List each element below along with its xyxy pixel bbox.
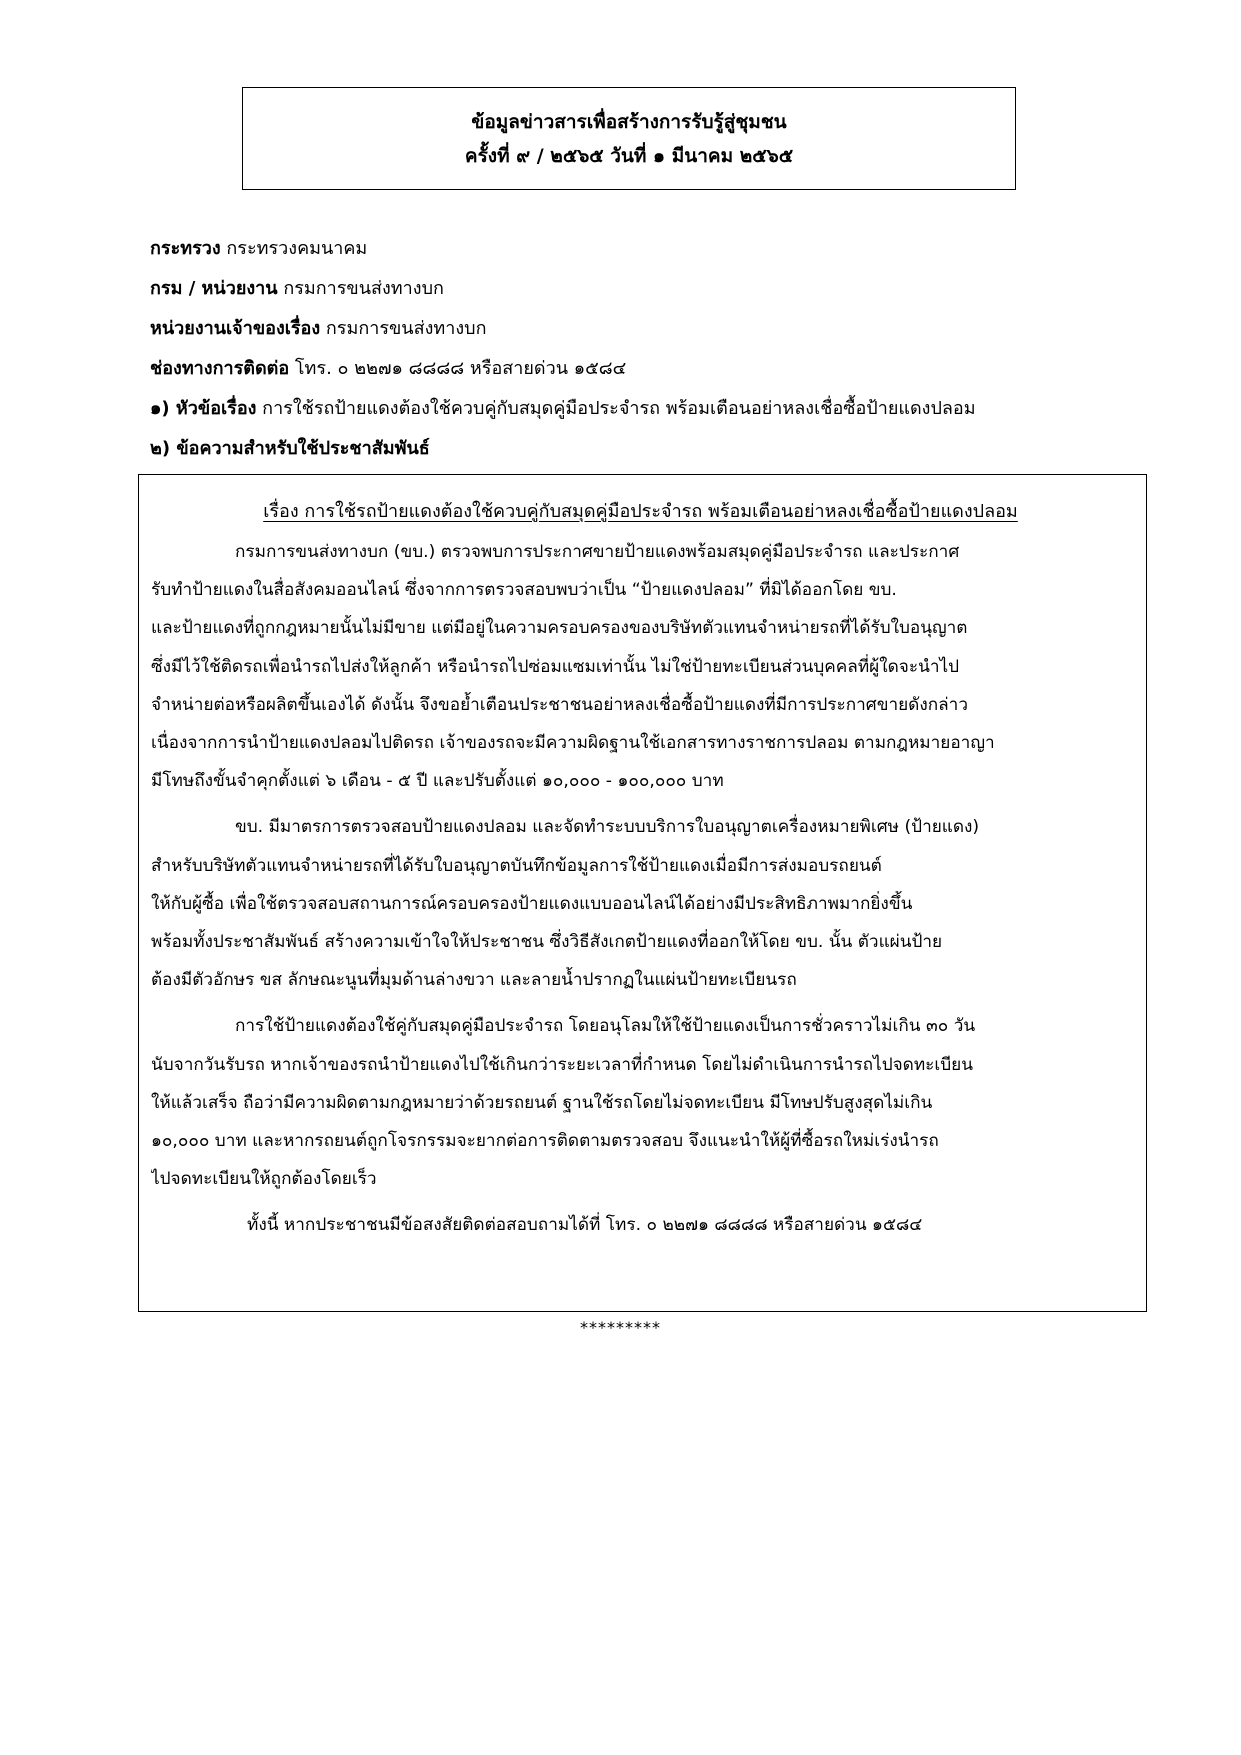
topic-label: ๑) หัวข้อเรื่อง <box>150 398 257 419</box>
department-line <box>150 269 1150 309</box>
ministry-value: กระทรวงคมนาคม <box>226 238 368 259</box>
topic-line <box>150 389 1150 429</box>
paragraph-2 <box>151 808 1130 999</box>
contact-label: ช่องทางการติดต่อ <box>150 358 290 379</box>
paragraph-line: ให้แล้วเสร็จ ถือว่ามีความผิดตามกฎหมายว่าด้วยรถยนต์ ฐานใช้รถโดยไม่จดทะเบียน มีโทษปรับสูงสุดไม่เกิน <box>151 1092 933 1113</box>
message-label: ๒) ข้อความสำหรับใช้ประชาสัมพันธ์ <box>150 438 430 459</box>
header-title: ข้อมูลข่าวสารเพื่อสร้างการรับรู้สู่ชุมชน <box>471 110 787 133</box>
contact-line <box>150 349 1150 389</box>
header-box <box>242 87 1016 190</box>
paragraph-line: ให้กับผู้ซื้อ เพื่อใช้ตรวจสอบสถานการณ์ครอบครองป้ายแดงแบบออนไลน์ได้อย่างมีประสิทธิภาพมากยิ่งขึ้น <box>151 893 913 914</box>
ministry-line <box>150 229 1150 269</box>
message-line <box>150 429 1150 469</box>
paragraph-line: นับจากวันรับรถ หากเจ้าของรถนำป้ายแดงไปใช้เกินกว่าระยะเวลาที่กำหนด โดยไม่ดำเนินการนำรถไปจดทะเบียน <box>151 1054 974 1075</box>
info-block <box>150 229 1150 469</box>
paragraph-line: เนื่องจากการนำป้ายแดงปลอมไปติดรถ เจ้าของรถจะมีความผิดฐานใช้เอกสารทางราชการปลอม ตามกฎหมายอาญา <box>151 733 995 754</box>
paragraph-line: กรมการขนส่งทางบก (ขบ.) ตรวจพบการประกาศขายป้ายแดงพร้อมสมุดคู่มือประจำรถ และประกาศ <box>235 542 960 562</box>
paragraph-line: พร้อมทั้งประชาสัมพันธ์ สร้างความเข้าใจให้ประชาชน ซึ่งวิธีสังเกตป้ายแดงที่ออกให้โดย ขบ. นั้น ตัวแผ่นป้าย <box>151 932 943 953</box>
paragraph-line: ไปจดทะเบียนให้ถูกต้องโดยเร็ว <box>151 1169 377 1190</box>
paragraph-line: และป้ายแดงที่ถูกกฎหมายนั้นไม่มีขาย แต่มีอยู่ในความครอบครองของบริษัทตัวแทนจำหน่ายรถที่ได้รับใบอนุญาต <box>151 618 968 639</box>
press-release-box <box>138 474 1147 1312</box>
paragraph-line: สำหรับบริษัทตัวแทนจำหน่ายรถที่ได้รับใบอนุญาตบันทึกข้อมูลการใช้ป้ายแดงเมื่อมีการส่งมอบรถยนต์ <box>151 855 882 876</box>
paragraph-line: ๑๐,๐๐๐ บาท และหากรถยนต์ถูกโจรกรรมจะยากต่อการติดตามตรวจสอบ จึงแนะนำให้ผู้ที่ซื้อรถใหม่เร่งนำรถ <box>151 1131 939 1152</box>
owner-label: หน่วยงานเจ้าของเรื่อง <box>150 318 321 339</box>
content-title: เรื่อง การใช้รถป้ายแดงต้องใช้ควบคู่กับสมุดคู่มือประจำรถ พร้อมเตือนอย่าหลงเชื่อซื้อป้ายแดงปลอม <box>263 501 1018 522</box>
paragraph-3 <box>151 1007 1130 1198</box>
owner-value: กรมการขนส่งทางบก <box>325 318 487 339</box>
topic-value: การใช้รถป้ายแดงต้องใช้ควบคู่กับสมุดคู่มือประจำรถ พร้อมเตือนอย่าหลงเชื่อซื้อป้ายแดงปลอม <box>262 398 976 419</box>
paragraph-line: จำหน่ายต่อหรือผลิตขึ้นเองได้ ดังนั้น จึงขอย้ำเตือนประชาชนอย่าหลงเชื่อซื้อป้ายแดงที่มีการประกาศขายดังกล่าว <box>151 694 968 715</box>
paragraph-line: มีโทษถึงขั้นจำคุกตั้งแต่ ๖ เดือน - ๕ ปี และปรับตั้งแต่ ๑๐,๐๐๐ - ๑๐๐,๐๐๐ บาท <box>151 771 724 792</box>
department-label: กรม / หน่วยงาน <box>150 278 278 299</box>
contact-value: โทร. ๐ ๒๒๗๑ ๘๘๘๘ หรือสายด่วน ๑๕๘๔ <box>294 358 627 379</box>
paragraph-line: ต้องมีตัวอักษร ขส ลักษณะนูนที่มุมด้านล่างขวา และลายน้ำปรากฏในแผ่นป้ายทะเบียนรถ <box>151 970 797 991</box>
paragraph-line: รับทำป้ายแดงในสื่อสังคมออนไลน์ ซึ่งจากการตรวจสอบพบว่าเป็น “ป้ายแดงปลอม” ที่มิได้ออกโดย ขบ. <box>151 580 897 601</box>
paragraph-line: ซึ่งมีไว้ใช้ติดรถเพื่อนำรถไปส่งให้ลูกค้า หรือนำรถไปซ่อมแซมเท่านั้น ไม่ใช่ป้ายทะเบียนส่วนบุคคลที่ผู้ใดจะนำไป <box>151 656 960 677</box>
department-value: กรมการขนส่งทางบก <box>283 278 444 299</box>
end-mark: ********* <box>580 1318 661 1337</box>
paragraph-line: การใช้ป้ายแดงต้องใช้คู่กับสมุดคู่มือประจำรถ โดยอนุโลมให้ใช้ป้ายแดงเป็นการชั่วคราวไม่เกิน ๓๐ วัน <box>235 1016 976 1037</box>
ministry-label: กระทรวง <box>150 238 221 259</box>
closing-line: ทั้งนี้ หากประชาชนมีข้อสงสัยติดต่อสอบถามได้ที่ โทร. ๐ ๒๒๗๑ ๘๘๘๘ หรือสายด่วน ๑๕๘๔ <box>247 1215 923 1236</box>
paragraph-line: ขบ. มีมาตรการตรวจสอบป้ายแดงปลอม และจัดทำระบบบริการใบอนุญาตเครื่องหมายพิเศษ (ป้ายแดง) <box>235 817 980 838</box>
paragraph-1 <box>151 533 1130 800</box>
header-issue: ครั้งที่ ๙ / ๒๕๖๕ วันที่ ๑ มีนาคม ๒๕๖๕ <box>464 144 794 167</box>
owner-line <box>150 309 1150 349</box>
